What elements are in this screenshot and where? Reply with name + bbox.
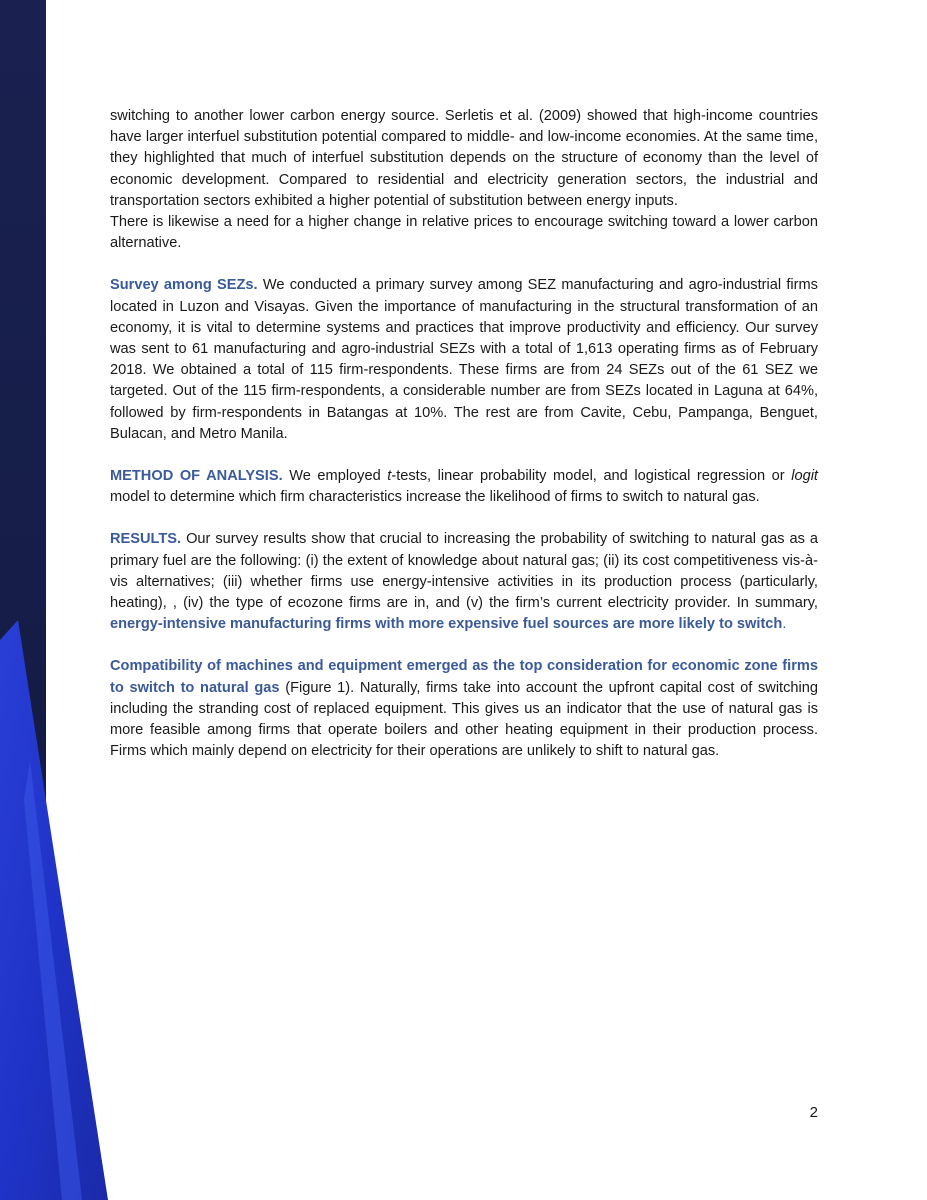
results-text: Our survey results show that crucial to increasing the probability of switching to natural gas as a primary fuel are the following: (i) the extent of knowledge about natural gas; (ii) its cost competitiveness vis-à-vis alternatives; (iii) whether firms use energy-intensive activities in its production process (particularly, heating), , (iv) the type of ecozone firms are in, and (v) the firm’s current electricity provider. In summary, xyxy=(110,531,818,612)
compatibility-highlight: Compatibility of machines and equipment emerged as the top consideration for economic zone firms to switch to natural gas xyxy=(110,658,818,696)
section-heading-method: METHOD OF ANALYSIS. xyxy=(110,468,283,485)
paragraph-substitution: switching to another lower carbon energy source. Serletis et al. (2009) showed that high-income countries have larger interfuel substitution potential compared to middle- and low-income economies. At the same time, they highlighted that much of interfuel substitution depends on the structure of economy than the level of economic development. Compared to residential and electricity generation sectors, the industrial and transportation sectors exhibited a higher potential of substitution between energy inputs. xyxy=(110,108,818,209)
results-end: . xyxy=(782,616,787,633)
results-highlight: energy-intensive manufacturing firms with more expensive fuel sources are more likely to switch xyxy=(110,616,783,633)
method-t-italic: t xyxy=(387,468,392,485)
compatibility-text: (Figure 1). Naturally, firms take into account the upfront capital cost of switching including the stranding cost of replaced equipment. This gives us an indicator that the use of natural gas is more feasible among firms that operate boilers and other heating equipment in their production process. Firms which mainly depend on electricity for their operations are unlikely to shift to natural gas. xyxy=(110,679,818,760)
paragraph-method xyxy=(110,466,818,508)
method-text-c: model to determine which firm characteristics increase the likelihood of firms to switch to natural gas. xyxy=(110,489,760,506)
method-text-a: We employed xyxy=(282,468,388,485)
paragraph-compatibility xyxy=(110,656,818,762)
paragraph-relative-prices: There is likewise a need for a higher change in relative prices to encourage switching toward a lower carbon alternative. xyxy=(110,214,818,252)
method-text-b: -tests, linear probability model, and logistical regression or xyxy=(391,468,792,485)
section-heading-results: RESULTS. xyxy=(110,531,182,548)
paragraph-results xyxy=(110,529,818,635)
survey-text: We conducted a primary survey among SEZ manufacturing and agro-industrial firms located in Luzon and Visayas. Given the importance of manufacturing in the structural transformation of an economy, it is vital to determine systems and practices that improve productivity and efficiency. Our survey was sent to 61 manufacturing and agro-industrial SEZs with a total of 1,613 operating firms as of February 2018. We obtained a total of 115 firm-respondents. These firms are from 24 SEZs out of the 61 SEZ we targeted. Out of the 115 firm-respondents, a considerable number are from SEZs located in Laguna at 64%, followed by firm-respondents in Batangas at 10%. The rest are from Cavite, Cebu, Pampanga, Benguet, Bulacan, and Metro Manila. xyxy=(110,277,818,442)
body-text xyxy=(110,106,818,783)
method-logit-italic: logit xyxy=(791,468,818,485)
paragraph-survey xyxy=(110,275,818,445)
decorative-side-banner xyxy=(0,0,120,1200)
page-number: 2 xyxy=(809,1104,818,1121)
section-heading-survey: Survey among SEZs. xyxy=(110,277,258,294)
